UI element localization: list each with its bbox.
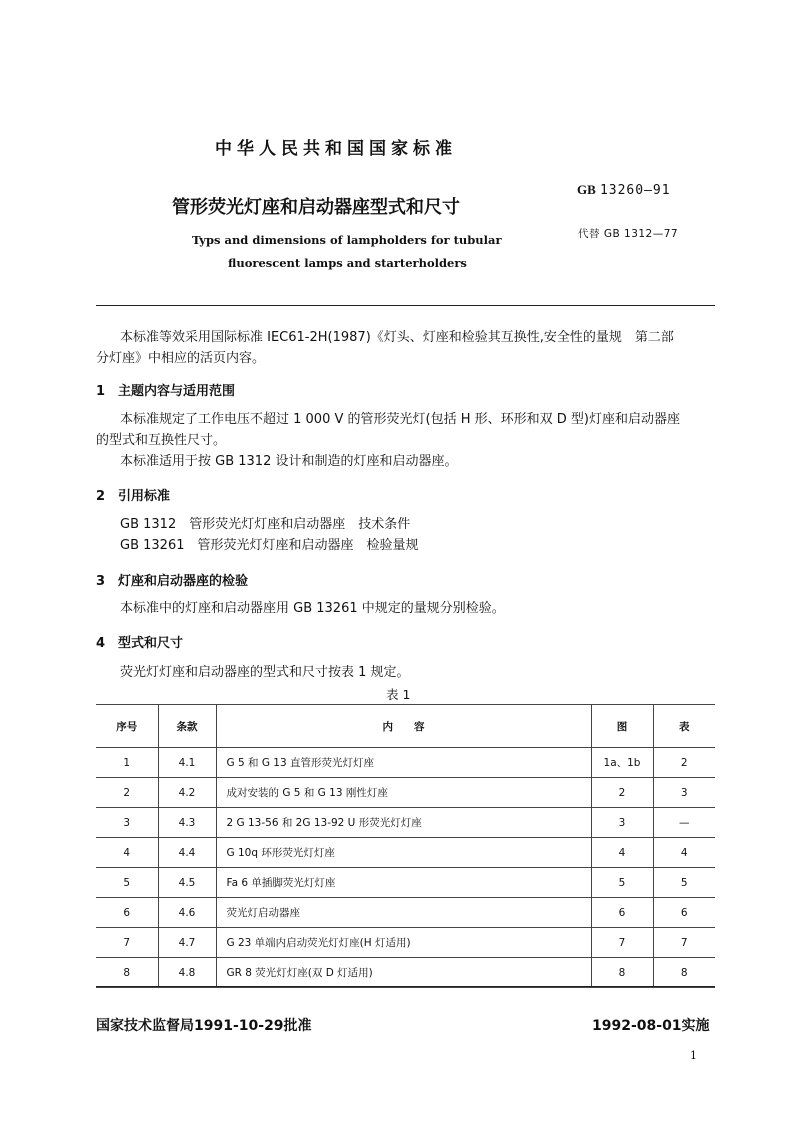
standards-table — [96, 704, 715, 988]
cell-figure: 5 — [591, 868, 653, 898]
table-row — [96, 778, 715, 808]
cell-figure: 1a、1b — [591, 748, 653, 778]
table-row — [96, 898, 715, 928]
table-row — [96, 928, 715, 958]
header-content: 内 容 — [216, 705, 591, 748]
cell-serial: 3 — [96, 808, 158, 838]
intro-line2: 分灯座》中相应的活页内容。 — [96, 351, 266, 366]
cell-figure: 8 — [591, 958, 653, 988]
cell-figure: 4 — [591, 838, 653, 868]
cell-figure: 2 — [591, 778, 653, 808]
cell-clause: 4.4 — [158, 838, 216, 868]
cell-content: Fa 6 单插脚荧光灯灯座 — [216, 868, 591, 898]
national-standard-title: 中华人民共和国国家标准 — [215, 139, 457, 159]
section3-heading: 3 灯座和启动器座的检验 — [96, 574, 249, 589]
document-title-chinese: 管形荧光灯座和启动器座型式和尺寸 — [172, 197, 460, 218]
cell-clause: 4.3 — [158, 808, 216, 838]
section3-p1: 本标准中的灯座和启动器座用 GB 13261 中规定的量规分别检验。 — [120, 601, 505, 616]
cell-clause: 4.7 — [158, 928, 216, 958]
cell-serial: 4 — [96, 838, 158, 868]
cell-table: 4 — [653, 838, 715, 868]
standard-prefix: GB — [577, 182, 596, 197]
document-title-english-line2: fluorescent lamps and starterholders — [228, 256, 467, 270]
section4-heading: 4 型式和尺寸 — [96, 636, 184, 651]
header-figure: 图 — [591, 705, 653, 748]
cell-table: 6 — [653, 898, 715, 928]
cell-clause: 4.2 — [158, 778, 216, 808]
cell-figure: 3 — [591, 808, 653, 838]
cell-serial: 1 — [96, 748, 158, 778]
cell-table: 5 — [653, 868, 715, 898]
standard-number — [577, 182, 671, 198]
cell-serial: 5 — [96, 868, 158, 898]
cell-serial: 8 — [96, 958, 158, 988]
table-row — [96, 958, 715, 988]
cell-clause: 4.6 — [158, 898, 216, 928]
cell-content: G 10q 环形荧光灯灯座 — [216, 838, 591, 868]
cell-content: G 23 单端内启动荧光灯灯座(H 灯适用) — [216, 928, 591, 958]
cell-content: G 5 和 G 13 直管形荧光灯灯座 — [216, 748, 591, 778]
cell-table: — — [653, 808, 715, 838]
top-divider — [96, 305, 715, 306]
intro-line1: 本标准等效采用国际标准 IEC61-2H(1987)《灯头、灯座和检验其互换性,安全性的量规 第二部 — [120, 330, 674, 345]
cell-clause: 4.1 — [158, 748, 216, 778]
section2-ref2: GB 13261 管形荧光灯灯座和启动器座 检验量规 — [120, 538, 419, 553]
cell-table: 2 — [653, 748, 715, 778]
replaces-standard: 代替 GB 1312—77 — [578, 228, 679, 240]
header-clause: 条款 — [158, 705, 216, 748]
cell-serial: 2 — [96, 778, 158, 808]
bottom-divider — [96, 986, 715, 987]
cell-table: 3 — [653, 778, 715, 808]
table-row — [96, 748, 715, 778]
document-title-english-line1: Typs and dimensions of lampholders for tubular — [192, 233, 502, 247]
section1-p1-line1: 本标准规定了工作电压不超过 1 000 V 的管形荧光灯(包括 H 形、环形和双 D 型)灯座和启动器座 — [120, 412, 680, 427]
cell-content: GR 8 荧光灯灯座(双 D 灯适用) — [216, 958, 591, 988]
section4-p1: 荧光灯灯座和启动器座的型式和尺寸按表 1 规定。 — [120, 665, 410, 680]
cell-figure: 6 — [591, 898, 653, 928]
cell-table: 8 — [653, 958, 715, 988]
cell-table: 7 — [653, 928, 715, 958]
table-header-row — [96, 705, 715, 748]
table-caption: 表 1 — [386, 687, 411, 702]
cell-content: 荧光灯启动器座 — [216, 898, 591, 928]
section1-p1-line2: 的型式和互换性尺寸。 — [96, 433, 227, 448]
table-row — [96, 868, 715, 898]
cell-figure: 7 — [591, 928, 653, 958]
section2-heading: 2 引用标准 — [96, 489, 171, 504]
table-row — [96, 838, 715, 868]
effective-date: 1992-08-01实施 — [592, 1018, 710, 1034]
cell-content: 成对安装的 G 5 和 G 13 刚性灯座 — [216, 778, 591, 808]
cell-clause: 4.5 — [158, 868, 216, 898]
standard-code: 13260—91 — [599, 183, 671, 198]
page-number: 1 — [690, 1049, 697, 1062]
table-row — [96, 808, 715, 838]
header-table: 表 — [653, 705, 715, 748]
cell-clause: 4.8 — [158, 958, 216, 988]
header-serial: 序号 — [96, 705, 158, 748]
cell-serial: 6 — [96, 898, 158, 928]
cell-content: 2 G 13-56 和 2G 13-92 U 形荧光灯灯座 — [216, 808, 591, 838]
section1-heading: 1 主题内容与适用范围 — [96, 384, 236, 399]
section1-p2: 本标准适用于按 GB 1312 设计和制造的灯座和启动器座。 — [120, 454, 458, 469]
approval-date: 国家技术监督局1991-10-29批准 — [96, 1018, 312, 1034]
section2-ref1: GB 1312 管形荧光灯灯座和启动器座 技术条件 — [120, 517, 411, 532]
cell-serial: 7 — [96, 928, 158, 958]
